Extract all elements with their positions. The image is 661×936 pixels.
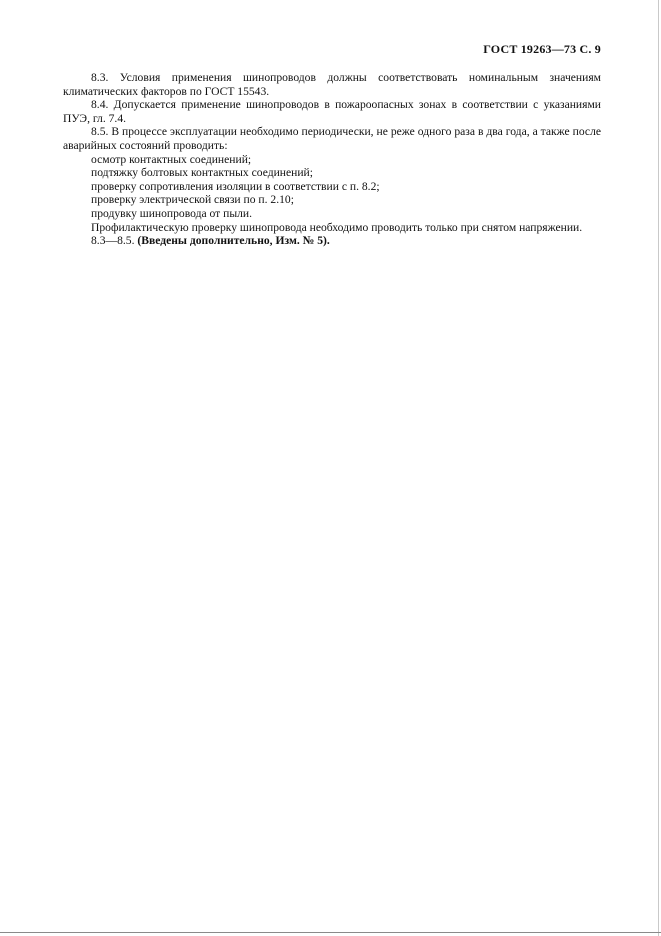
amendment-number: 8.3—8.5. — [91, 234, 138, 248]
paragraph-8-4: 8.4. Допускается применение шинопроводов в пожароопасных зонах в соответствии с указаниями ПУЭ, гл. 7.4. — [63, 98, 601, 125]
scan-edge-right — [658, 0, 659, 936]
page-header — [483, 42, 601, 57]
scan-edge-bottom — [0, 932, 661, 933]
document-number: ГОСТ 19263—73 С. 9 — [483, 42, 601, 56]
document-body — [63, 71, 601, 248]
list-item: продувку шинопровода от пыли. — [91, 206, 253, 220]
list-item: проверку сопротивления изоляции в соответствии с п. 8.2; — [91, 179, 380, 193]
paragraph-8-3: 8.3. Условия применения шинопроводов должны соответствовать номинальным значениям климатических факторов по ГОСТ 15543. — [63, 71, 601, 98]
paragraph-prophylactic: Профилактическую проверку шинопровода необходимо проводить только при снятом напряжении. — [91, 220, 583, 234]
list-item: проверку электрической связи по п. 2.10; — [91, 193, 294, 207]
paragraph-8-5: 8.5. В процессе эксплуатации необходимо периодически, не реже одного раза в два года, а также после аварийных состояний проводить: — [63, 125, 601, 152]
list-item: подтяжку болтовых контактных соединений; — [91, 166, 313, 180]
amendment-note: (Введены дополнительно, Изм. № 5). — [137, 234, 330, 248]
list-item: осмотр контактных соединений; — [91, 152, 252, 166]
paragraph-amendment — [63, 234, 601, 248]
